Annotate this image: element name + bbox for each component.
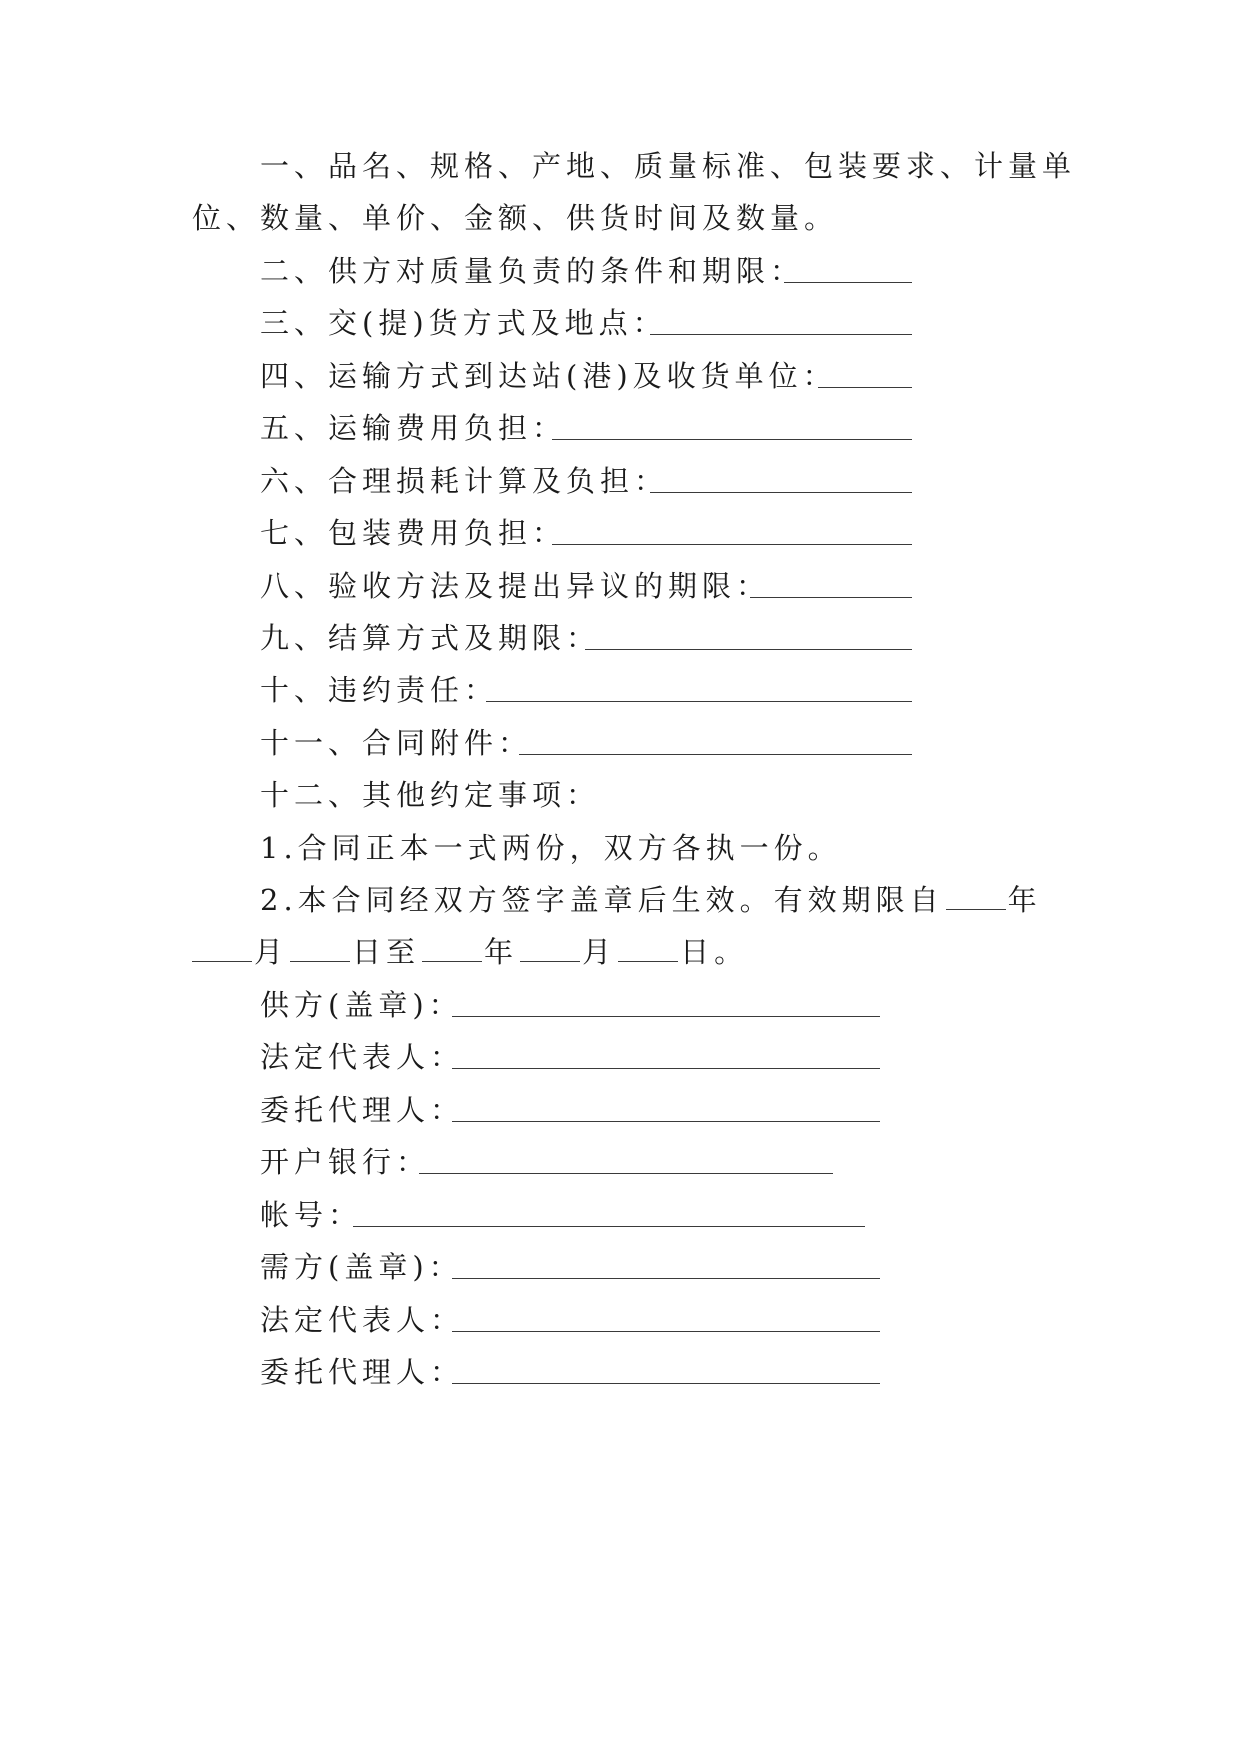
end-month-label: 月	[582, 935, 617, 969]
clause-8	[260, 566, 770, 606]
clause-5	[260, 408, 566, 448]
year-label: 年	[1007, 883, 1042, 917]
clause-3-label: 三、交(提)货方式及地点：	[260, 306, 667, 340]
other-term-2-line-2	[192, 932, 748, 972]
clause-4-label: 四、运输方式到达站(港)及收货单位：	[260, 359, 837, 393]
supplier-bank-label: 开户银行：	[260, 1145, 431, 1179]
clause-2-label: 二、供方对质量负责的条件和期限：	[260, 254, 805, 288]
clause-11	[260, 723, 532, 763]
supplier-seal-blank[interactable]	[452, 1016, 880, 1017]
clause-2	[260, 251, 804, 291]
clause-6-label: 六、合理损耗计算及负担：	[260, 464, 669, 498]
to-label: 至	[386, 935, 421, 969]
supplier-seal-label: 供方(盖章)：	[260, 988, 463, 1022]
supplier-account-label: 帐号：	[260, 1198, 363, 1232]
start-year-blank[interactable]	[946, 909, 1006, 910]
clause-10	[260, 670, 498, 710]
buyer-agent-label: 委托代理人：	[260, 1355, 465, 1389]
supplier-bank-blank[interactable]	[419, 1173, 833, 1174]
buyer-seal-label: 需方(盖章)：	[260, 1250, 463, 1284]
clause-9-blank[interactable]	[585, 649, 912, 650]
end-day-label: 日	[680, 935, 715, 969]
buyer-legal-rep-label: 法定代表人：	[260, 1303, 465, 1337]
clause-8-blank[interactable]	[750, 597, 912, 598]
clause-10-label: 十、违约责任：	[260, 673, 499, 707]
clause-11-label: 十一、合同附件：	[260, 726, 533, 760]
clause-1-line-2: 位、数量、单价、金额、供货时间及数量。	[192, 201, 839, 235]
clause-3-blank[interactable]	[650, 334, 912, 335]
supplier-agent-label: 委托代理人：	[260, 1093, 465, 1127]
end-month-blank[interactable]	[520, 961, 580, 962]
clause-9-label: 九、结算方式及期限：	[260, 621, 601, 655]
supplier-account-blank[interactable]	[353, 1226, 865, 1227]
clause-9	[260, 618, 600, 658]
buyer-seal-blank[interactable]	[452, 1278, 880, 1279]
start-month-blank[interactable]	[192, 961, 252, 962]
clause-12: 十二、其他约定事项：	[260, 778, 601, 812]
supplier-agent-blank[interactable]	[452, 1121, 880, 1122]
end-year-label: 年	[484, 935, 519, 969]
clause-1-line-1: 一、品名、规格、产地、质量标准、包装要求、计量单	[260, 149, 1077, 183]
clause-7	[260, 513, 566, 553]
clause-11-blank[interactable]	[519, 754, 912, 755]
month-label: 月	[254, 935, 289, 969]
period-end: 。	[714, 935, 749, 969]
other-term-2-text: 2.本合同经双方签字盖章后生效。有效期限自	[260, 883, 944, 917]
clause-7-blank[interactable]	[552, 544, 912, 545]
clause-8-label: 八、验收方法及提出异议的期限：	[260, 569, 771, 603]
end-year-blank[interactable]	[422, 961, 482, 962]
day-label: 日	[352, 935, 387, 969]
end-day-blank[interactable]	[618, 961, 678, 962]
clause-2-blank[interactable]	[784, 282, 912, 283]
clause-4-blank[interactable]	[818, 387, 912, 388]
buyer-legal-rep-blank[interactable]	[452, 1331, 880, 1332]
other-term-1: 1.合同正本一式两份，双方各执一份。	[260, 831, 842, 865]
clause-3	[260, 303, 667, 343]
start-day-blank[interactable]	[290, 961, 350, 962]
clause-6-blank[interactable]	[650, 492, 912, 493]
clause-6	[260, 461, 668, 501]
clause-10-blank[interactable]	[486, 701, 912, 702]
buyer-agent-blank[interactable]	[452, 1383, 880, 1384]
clause-4	[260, 356, 837, 396]
other-term-2-line-1	[260, 880, 1042, 920]
clause-5-blank[interactable]	[552, 439, 912, 440]
supplier-legal-rep-label: 法定代表人：	[260, 1040, 465, 1074]
clause-7-label: 七、包装费用负担：	[260, 516, 567, 550]
clause-5-label: 五、运输费用负担：	[260, 411, 567, 445]
supplier-legal-rep-blank[interactable]	[452, 1068, 880, 1069]
